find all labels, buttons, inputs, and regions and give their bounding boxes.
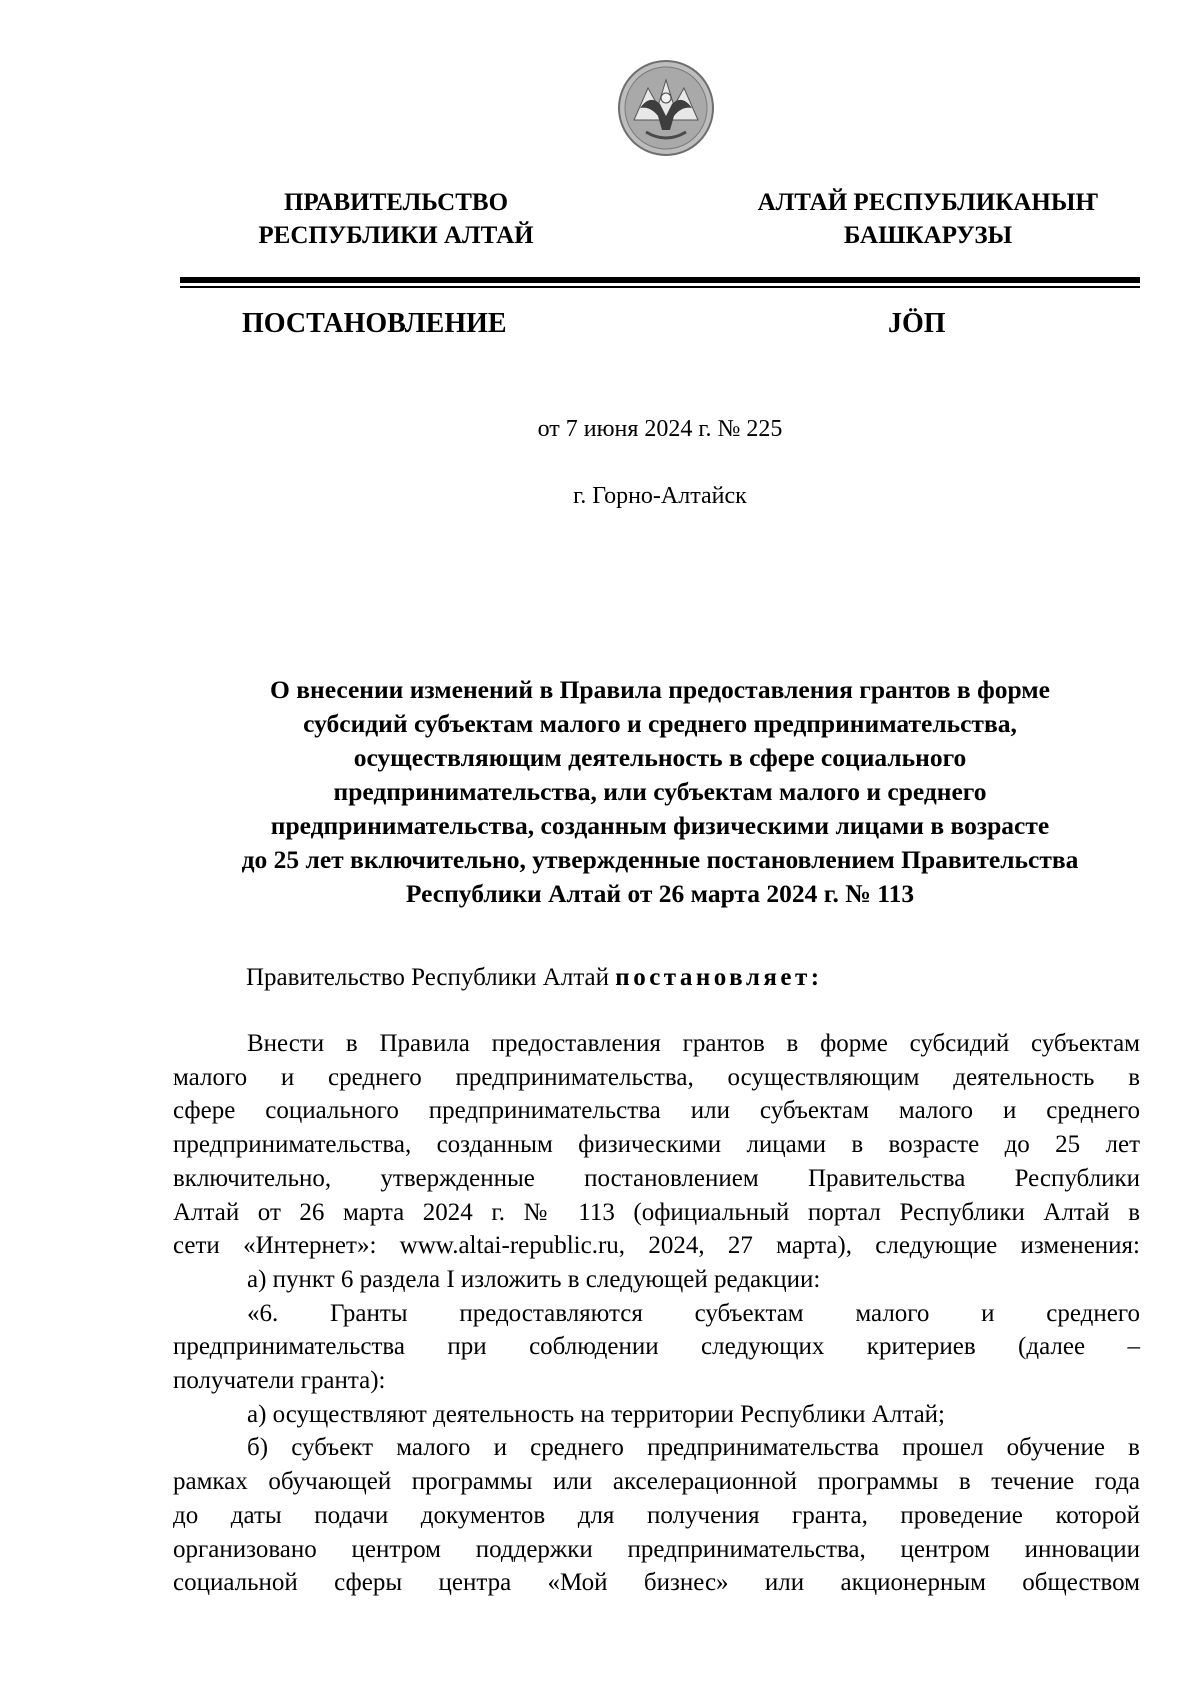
title-line: до 25 лет включительно, утвержденные постановлением Правительства bbox=[241, 845, 1079, 874]
body-line: а) пункт 6 раздела I изложить в следующей редакции: bbox=[247, 1265, 821, 1293]
title-line: предпринимательства, или субъектам малого и среднего bbox=[333, 777, 987, 806]
title-line: предпринимательства, созданным физическими лицами в возрасте bbox=[270, 811, 1050, 840]
org-name-altai-line: АЛТАЙ РЕСПУБЛИКАНЫҤ bbox=[757, 189, 1099, 216]
decree-lead: Правительство Республики Алтай bbox=[246, 964, 616, 991]
document-date-number: от 7 июня 2024 г. № 225 bbox=[537, 416, 783, 442]
body-line: получатели гранта): bbox=[173, 1367, 386, 1395]
body-line: Внести в Правила предоставления грантов в форме субсидий субъектам bbox=[247, 1030, 1140, 1057]
org-name-russian-line: ПРАВИТЕЛЬСТВО bbox=[283, 189, 509, 216]
org-name-altai-line: БАШКАРУЗЫ bbox=[843, 222, 1013, 249]
emblem-icon bbox=[616, 58, 716, 158]
body-line: «6. Гранты предоставляются субъектам малого и среднего bbox=[247, 1299, 1140, 1327]
org-name-russian-line: РЕСПУБЛИКИ АЛТАЙ bbox=[258, 222, 534, 249]
document-type-altai: JÖП bbox=[888, 308, 946, 339]
body-line: сфере социального предпринимательства или субъектам малого и среднего bbox=[173, 1097, 1140, 1125]
body-line: включительно, утвержденные постановлением Правительства Республики bbox=[173, 1164, 1140, 1192]
decree-statement bbox=[246, 962, 823, 994]
title-line: Республики Алтай от 26 марта 2024 г. № 113 bbox=[405, 879, 915, 908]
title-line: осуществляющим деятельность в сфере социального bbox=[353, 743, 967, 772]
decree-verb: постановляет: bbox=[615, 964, 823, 991]
body-line: Алтай от 26 марта 2024 г. № 113 (официальный портал Республики Алтай в bbox=[173, 1198, 1140, 1226]
body-line: сети «Интернет»: www.altai-republic.ru, 2024, 27 марта), следующие изменения: bbox=[173, 1232, 1140, 1260]
title-line: О внесении изменений в Правила предоставления грантов в форме bbox=[270, 675, 1050, 704]
body-line: рамках обучающей программы или акселерационной программы в течение года bbox=[173, 1468, 1140, 1496]
body-line: б) субъект малого и среднего предпринимательства прошел обучение в bbox=[247, 1434, 1140, 1462]
header-divider-thick bbox=[180, 277, 1140, 283]
body-line: организовано центром поддержки предпринимательства, центром инновации bbox=[173, 1535, 1140, 1563]
document-title bbox=[180, 673, 1140, 911]
document-type-russian: ПОСТАНОВЛЕНИЕ bbox=[242, 308, 507, 339]
body-line: предпринимательства, созданным физическими лицами в возрасте до 25 лет bbox=[173, 1131, 1140, 1159]
org-name-russian bbox=[236, 186, 556, 252]
body-line: малого и среднего предпринимательства, осуществляющим деятельность в bbox=[173, 1063, 1140, 1091]
body-line: социальной сферы центра «Мой бизнес» или акционерным обществом bbox=[173, 1569, 1140, 1597]
header-divider-thin bbox=[180, 286, 1140, 288]
body-line: а) осуществляют деятельность на территории Республики Алтай; bbox=[247, 1400, 945, 1428]
body-line: до даты подачи документов для получения гранта, проведение которой bbox=[173, 1501, 1140, 1529]
org-name-altai bbox=[738, 186, 1118, 252]
title-line: субсидий субъектам малого и среднего предпринимательства, bbox=[303, 709, 1017, 738]
document-body bbox=[173, 1027, 1140, 1600]
document-city: г. Горно-Алтайск bbox=[573, 483, 747, 509]
body-line: предпринимательства при соблюдении следующих критериев (далее – bbox=[173, 1333, 1140, 1361]
